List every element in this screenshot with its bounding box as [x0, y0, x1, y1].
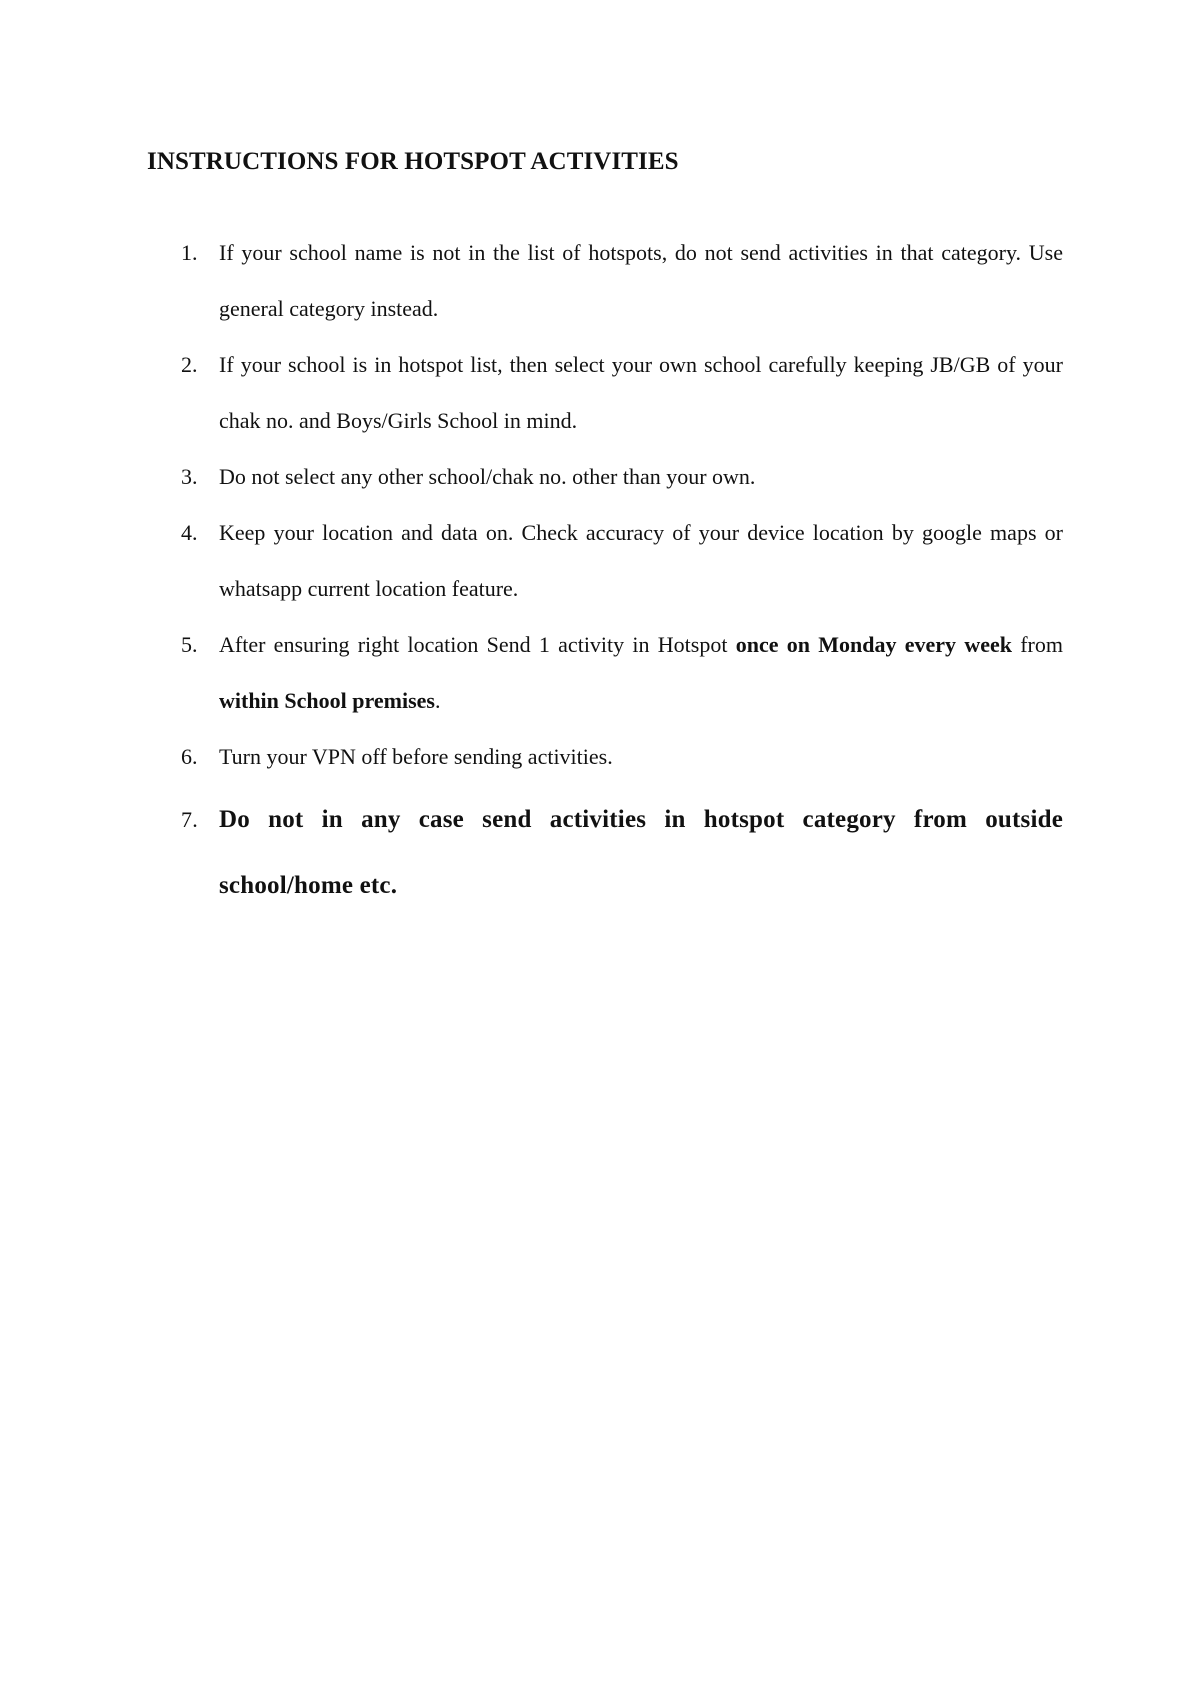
item-text: Turn your VPN off before sending activities.	[219, 744, 613, 769]
item-number: 5.	[181, 632, 198, 657]
emphasis-text: once on Monday every week	[735, 632, 1012, 657]
item-number: 6.	[181, 744, 198, 769]
list-item	[147, 449, 1063, 505]
document-title: INSTRUCTIONS FOR HOTSPOT ACTIVITIES	[147, 148, 679, 175]
item-text: If your school is in hotspot list, then select your own school carefully keeping JB/GB of your chak no. and Boys/Girls School in mind.	[219, 352, 1063, 433]
list-item	[147, 337, 1063, 449]
list-item	[147, 505, 1063, 617]
item-text: .	[434, 688, 441, 713]
item-text: If your school name is not in the list of hotspots, do not send activities in that category. Use general category instead.	[219, 240, 1063, 321]
item-number: 4.	[181, 520, 198, 545]
item-text: from	[1011, 632, 1063, 657]
item-text: After ensuring right location Send 1 activity in Hotspot	[219, 632, 736, 657]
list-item	[147, 787, 1063, 919]
warning-text: Do not in any case send activities in hotspot category from outside school/home etc.	[219, 806, 1063, 899]
item-number: 7.	[181, 807, 198, 832]
item-text: Keep your location and data on. Check accuracy of your device location by google maps or whatsapp current location feature.	[219, 520, 1063, 601]
item-number: 3.	[181, 464, 198, 489]
list-item	[147, 729, 1063, 785]
item-text: Do not select any other school/chak no. other than your own.	[219, 464, 756, 489]
item-number: 2.	[181, 352, 198, 377]
item-number: 1.	[181, 240, 198, 265]
list-item	[147, 225, 1063, 337]
instructions-list	[147, 225, 1063, 919]
emphasis-text: within School premises	[219, 688, 435, 713]
list-item	[147, 617, 1063, 729]
